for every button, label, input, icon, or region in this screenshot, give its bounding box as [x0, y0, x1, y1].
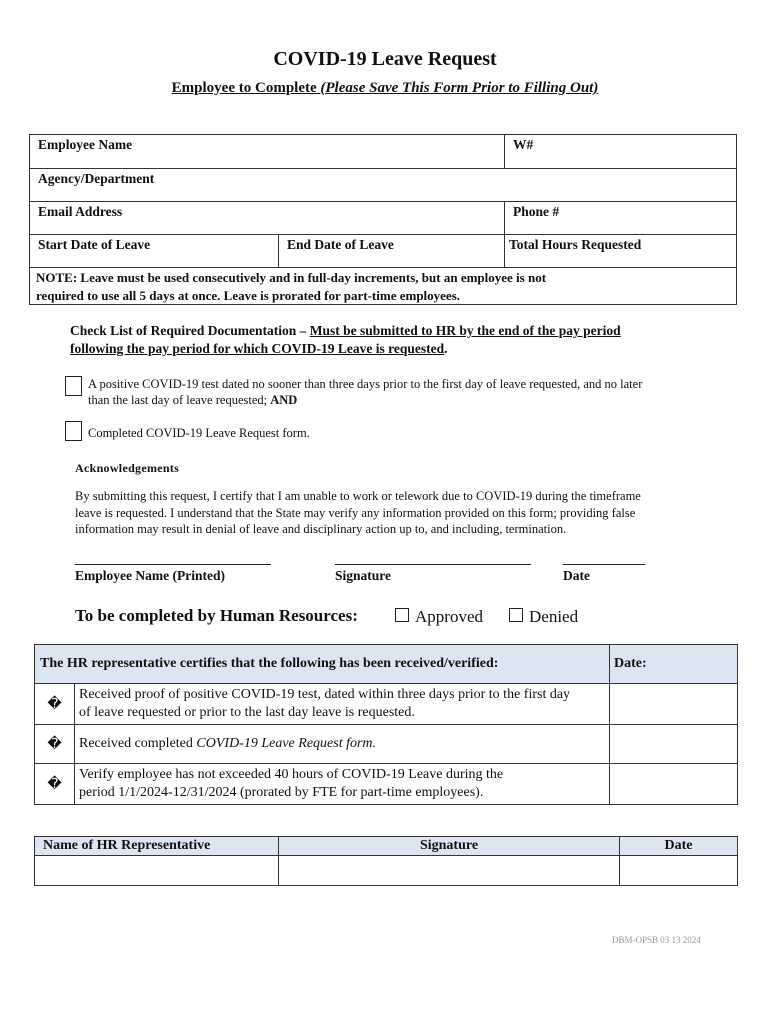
item1-line-2: than the last day of leave requested; — [88, 393, 271, 407]
agency-row — [30, 169, 736, 202]
acknowledgements-text — [75, 488, 705, 538]
leave-form-item-text: Completed COVID-19 Leave Request form. — [88, 426, 310, 440]
hr-row3-line-1: Verify employee has not exceeded 40 hours of COVID-19 Leave during the — [79, 767, 504, 782]
hr-row-hours — [35, 764, 738, 805]
hr-signature-field[interactable] — [279, 856, 620, 886]
hr-row-test — [35, 684, 738, 725]
employee-signature-line[interactable] — [335, 564, 531, 565]
hr-row2-italic: COVID-19 Leave Request form. — [196, 736, 377, 751]
hr-date-header-2: Date — [620, 837, 738, 856]
subtitle-main: Employee to Complete — [171, 80, 317, 96]
hr-row3-date[interactable] — [610, 764, 738, 805]
hr-row2-check-icon[interactable]: � — [35, 725, 75, 764]
w-number-field[interactable] — [505, 135, 736, 168]
hr-sign-row — [35, 856, 738, 886]
approved-option[interactable] — [395, 607, 483, 627]
form-subtitle — [0, 80, 770, 97]
phone-field[interactable] — [505, 202, 736, 234]
approved-checkbox[interactable] — [395, 608, 409, 622]
checklist-heading-plain: Check List of Required Documentation – — [70, 323, 310, 338]
hr-row2-date[interactable] — [610, 725, 738, 764]
item1-line-1: A positive COVID-19 test dated no sooner than three days prior to the first day of leave requested, and no later — [88, 377, 643, 391]
w-number-label: W# — [513, 137, 534, 152]
hr-row3-line-2: period 1/1/2024-12/31/2024 (prorated by FTE for part-time employees). — [79, 785, 484, 800]
subtitle-italic: (Please Save This Form Prior to Filling Out) — [320, 80, 599, 96]
form-title: COVID-19 Leave Request — [273, 48, 497, 70]
hr-header-cell: The HR representative certifies that the following has been received/verified: — [35, 645, 610, 684]
hr-date-field[interactable] — [620, 856, 738, 886]
total-hours-field[interactable] — [505, 235, 736, 267]
employee-name-label: Employee Name — [38, 137, 133, 152]
hr-row1-date[interactable] — [610, 684, 738, 725]
leave-form-checkbox[interactable] — [65, 421, 82, 441]
checklist-heading-end: . — [444, 341, 448, 356]
acknowledgements-title: Acknowledgements — [75, 461, 180, 475]
hr-row1-line-2: of leave requested or prior to the last day leave is requested. — [79, 705, 415, 720]
hr-rep-name-header: Name of HR Representative — [35, 837, 279, 856]
hr-rep-name-field[interactable] — [35, 856, 279, 886]
hr-row2-text — [75, 725, 610, 764]
approved-label: Approved — [415, 607, 483, 626]
hr-row3-check-icon[interactable]: � — [35, 764, 75, 805]
ack-line-1: By submitting this request, I certify that I am unable to work or telework due to COVID-19 during the timeframe — [75, 489, 641, 503]
start-date-label: Start Date of Leave — [38, 237, 151, 252]
employee-name-printed-label: Employee Name (Printed) — [75, 568, 225, 583]
employee-name-field[interactable] — [30, 135, 505, 168]
leave-note — [30, 268, 552, 304]
employee-signature-label: Signature — [335, 568, 392, 583]
agency-field[interactable] — [30, 169, 736, 201]
checklist-heading-underlined-1: Must be submitted to HR by the end of the pay period — [309, 323, 621, 338]
start-date-field[interactable] — [30, 235, 279, 267]
positive-test-checkbox[interactable] — [65, 376, 82, 396]
employee-info-table — [29, 134, 737, 305]
hr-sign-header — [35, 837, 738, 856]
employee-name-signature-line[interactable] — [75, 564, 271, 565]
positive-test-item-text — [88, 376, 718, 408]
hr-row1-text — [75, 684, 610, 725]
hr-row-form — [35, 725, 738, 764]
hr-verification-table — [34, 644, 738, 805]
note-line-1: NOTE: Leave must be used consecutively and in full-day increments, but an employee is not — [36, 270, 547, 285]
form-code: DBM-OPSB 03 13 2024 — [612, 935, 701, 945]
note-row — [30, 268, 736, 304]
hr-signature-header: Signature — [279, 837, 620, 856]
end-date-label: End Date of Leave — [287, 237, 394, 252]
denied-option[interactable] — [509, 607, 578, 627]
dates-row — [30, 235, 736, 268]
hr-row1-check-icon[interactable]: � — [35, 684, 75, 725]
agency-label: Agency/Department — [38, 171, 155, 186]
hr-row1-line-1: Received proof of positive COVID-19 test, dated within three days prior to the first day — [79, 687, 571, 702]
hr-table-header — [35, 645, 738, 684]
checklist-heading-underlined-2: following the pay period for which COVID-19 Leave is requested — [70, 341, 445, 356]
item1-and: AND — [270, 393, 298, 407]
end-date-field[interactable] — [279, 235, 505, 267]
phone-label: Phone # — [513, 204, 560, 219]
employee-name-row — [30, 135, 736, 169]
email-row — [30, 202, 736, 235]
hr-section-label: To be completed by Human Resources: — [75, 606, 358, 625]
employee-date-label: Date — [563, 568, 590, 583]
checklist-heading — [70, 322, 710, 358]
hr-row2-plain: Received completed — [79, 736, 197, 751]
employee-date-line[interactable] — [563, 564, 645, 565]
hr-date-header: Date: — [610, 645, 738, 684]
denied-label: Denied — [529, 607, 579, 626]
email-label: Email Address — [38, 204, 123, 219]
denied-checkbox[interactable] — [509, 608, 523, 622]
note-line-2: required to use all 5 days at once. Leave is prorated for part-time employees. — [36, 288, 461, 303]
hr-row3-text — [75, 764, 610, 805]
hr-signature-table — [34, 836, 738, 886]
ack-line-3: information may result in denial of leave and disciplinary action up to, and including, termination. — [75, 522, 567, 536]
total-hours-label: Total Hours Requested — [509, 237, 642, 252]
ack-line-2: leave is requested. I understand that the State may verify any information provided on this form; providing false — [75, 505, 636, 520]
email-field[interactable] — [30, 202, 505, 234]
